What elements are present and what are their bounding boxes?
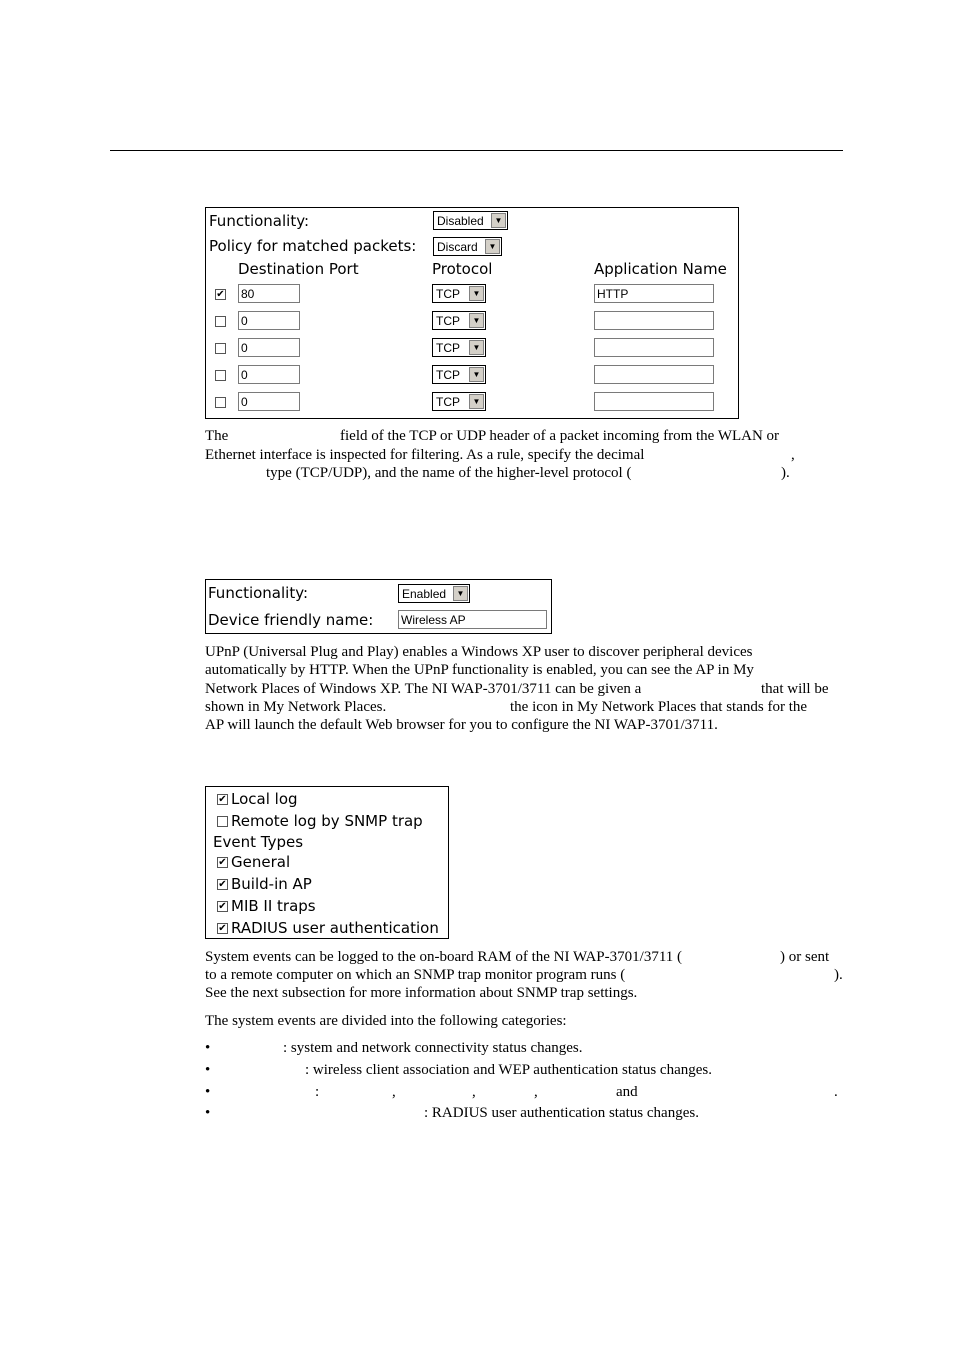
device-name-label: Device friendly name:: [208, 611, 374, 629]
upnp-text-line4-a: shown in My Network Places.: [205, 699, 387, 715]
bullet-radius-text: : RADIUS user authentication status changes.: [424, 1105, 699, 1121]
application-name-input[interactable]: HTTP: [594, 284, 714, 303]
row-enable-checkbox[interactable]: [215, 316, 226, 327]
upnp-text-line5: AP will launch the default Web browser for you to configure the NI WAP-3701/3711.: [205, 717, 718, 733]
bullet-mib-colon: :: [315, 1084, 320, 1100]
filter-text-line2-b: ,: [791, 447, 795, 463]
bullet-mib-comma: ,: [392, 1084, 396, 1100]
chevron-down-icon: ▼: [469, 313, 484, 328]
policy-label: Policy for matched packets:: [209, 237, 417, 255]
destination-port-input[interactable]: 80: [238, 284, 300, 303]
functionality-select[interactable]: Disabled ▼: [433, 211, 508, 230]
event-types-heading: Event Types: [213, 833, 304, 851]
upnp-text-line2: automatically by HTTP. When the UPnP functionality is enabled, you can see the AP in My: [205, 662, 754, 678]
row-enable-checkbox[interactable]: ✔: [216, 289, 225, 300]
destination-port-input[interactable]: 0: [238, 365, 300, 384]
destination-port-input[interactable]: 0: [238, 311, 300, 330]
local-log-label: Local log: [231, 790, 298, 808]
general-event-checkbox[interactable]: ✔: [218, 857, 227, 868]
remote-log-label: Remote log by SNMP trap: [231, 812, 423, 830]
upnp-text-line1: UPnP (Universal Plug and Play) enables a Windows XP user to discover peripheral devices: [205, 644, 753, 660]
upnp-functionality-select[interactable]: Enabled ▼: [398, 584, 470, 603]
local-log-checkbox[interactable]: ✔: [218, 794, 227, 805]
application-name-input[interactable]: [594, 392, 714, 411]
remote-log-checkbox[interactable]: [217, 816, 228, 827]
application-name-input[interactable]: [594, 311, 714, 330]
protocol-select[interactable]: TCP ▼: [432, 392, 486, 411]
destination-port-header: Destination Port: [238, 260, 359, 278]
bullet-dot: •: [205, 1040, 211, 1056]
protocol-select[interactable]: TCP ▼: [432, 311, 486, 330]
chevron-down-icon: ▼: [469, 367, 484, 382]
application-name-header: Application Name: [594, 260, 727, 278]
build-in-ap-checkbox[interactable]: ✔: [218, 879, 227, 890]
chevron-down-icon: ▼: [469, 286, 484, 301]
row-enable-checkbox[interactable]: [215, 343, 226, 354]
protocol-select[interactable]: TCP ▼: [432, 284, 486, 303]
chevron-down-icon: ▼: [453, 586, 468, 601]
upnp-functionality-label: Functionality:: [208, 584, 309, 602]
mib-ii-traps-label: MIB II traps: [231, 897, 316, 915]
bullet-general-text: : system and network connectivity status changes.: [283, 1040, 583, 1056]
upnp-text-line3-a: Network Places of Windows XP. The NI WAP-3701/3711 can be given a: [205, 681, 642, 697]
functionality-label: Functionality:: [209, 212, 310, 230]
policy-select[interactable]: Discard ▼: [433, 237, 502, 256]
bullet-mib-comma: ,: [472, 1084, 476, 1100]
log-text-line3: See the next subsection for more information about SNMP trap settings.: [205, 985, 638, 1001]
general-event-label: General: [231, 853, 291, 871]
bullet-dot: •: [205, 1062, 211, 1078]
header-rule: [110, 150, 843, 151]
upnp-text-line4-b: the icon in My Network Places that stands for the: [510, 699, 808, 715]
application-name-input[interactable]: [594, 365, 714, 384]
chevron-down-icon: ▼: [469, 394, 484, 409]
bullet-mib-comma: ,: [534, 1084, 538, 1100]
bullet-dot: •: [205, 1105, 211, 1121]
destination-port-input[interactable]: 0: [238, 392, 300, 411]
protocol-select[interactable]: TCP ▼: [432, 365, 486, 384]
build-in-ap-label: Build-in AP: [231, 875, 312, 893]
bullet-dot: •: [205, 1084, 211, 1100]
upnp-panel: [205, 579, 552, 634]
protocol-select[interactable]: TCP ▼: [432, 338, 486, 357]
log-text-line1-a: System events can be logged to the on-board RAM of the NI WAP-3701/3711 (: [205, 949, 683, 965]
filter-text-line3-a: type (TCP/UDP), and the name of the higher-level protocol (: [266, 465, 632, 481]
mib-ii-traps-checkbox[interactable]: ✔: [218, 901, 227, 912]
filter-text-line1-b: field of the TCP or UDP header of a packet incoming from the WLAN or: [340, 428, 780, 444]
filter-text-line3-b: ).: [781, 465, 790, 481]
log-text-line1-b: ) or sent: [780, 949, 830, 965]
chevron-down-icon: ▼: [485, 239, 500, 254]
log-text-line2-a: to a remote computer on which an SNMP trap monitor program runs (: [205, 967, 626, 983]
filter-text-line2-a: Ethernet interface is inspected for filtering. As a rule, specify the decimal: [205, 447, 645, 463]
filter-text-line1-a: The: [205, 428, 229, 444]
row-enable-checkbox[interactable]: [215, 397, 226, 408]
system-log-panel: [205, 786, 449, 939]
upnp-text-line3-b: that will be: [761, 681, 829, 697]
port-filter-panel: [205, 207, 739, 419]
application-name-input[interactable]: [594, 338, 714, 357]
bullet-mib-and: and: [616, 1084, 638, 1100]
radius-auth-label: RADIUS user authentication: [231, 919, 439, 937]
radius-auth-checkbox[interactable]: ✔: [218, 923, 227, 934]
protocol-header: Protocol: [432, 260, 493, 278]
bullet-mib-period: .: [834, 1084, 838, 1100]
device-name-input[interactable]: Wireless AP: [398, 610, 547, 629]
log-text-line2-b: ).: [834, 967, 843, 983]
destination-port-input[interactable]: 0: [238, 338, 300, 357]
log-text-line4: The system events are divided into the following categories:: [205, 1013, 567, 1029]
chevron-down-icon: ▼: [491, 213, 506, 228]
bullet-build-in-ap-text: : wireless client association and WEP authentication status changes.: [305, 1062, 712, 1078]
chevron-down-icon: ▼: [469, 340, 484, 355]
row-enable-checkbox[interactable]: [215, 370, 226, 381]
